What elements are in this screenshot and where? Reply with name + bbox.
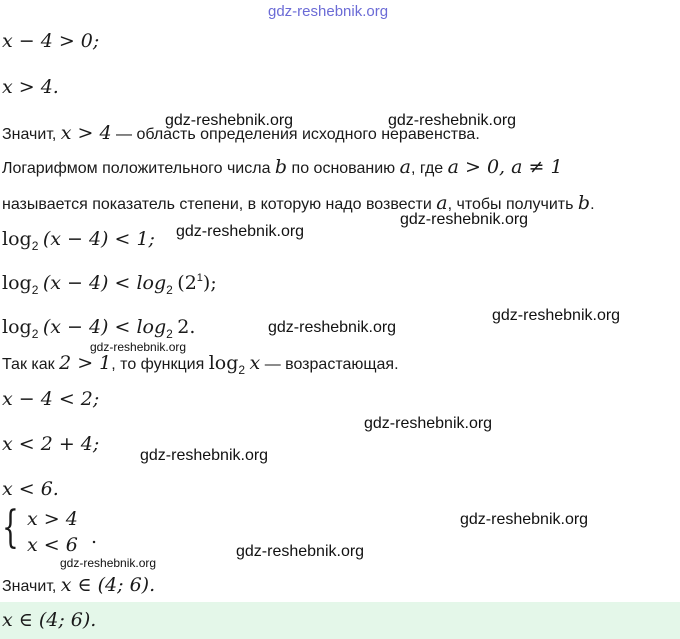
watermark: gdz-reshebnik.org bbox=[60, 556, 157, 570]
log-inequality-line: $\log_2 (x - 4) < \log_2 2$. bbox=[2, 316, 196, 341]
watermark: gdz-reshebnik.org bbox=[400, 211, 529, 228]
watermark: gdz-reshebnik.org bbox=[388, 112, 517, 129]
monotonic-statement: Так как 2 > 1, то функция $\log_2 x$ — возрастающая. bbox=[2, 352, 399, 377]
log-inequality-line: $\log_2 (x - 4) < \log_2 (2^1)$; bbox=[2, 272, 217, 297]
watermark: gdz-reshebnik.org bbox=[364, 415, 493, 432]
log-inequality-line: $\log_2 (x - 4) < 1$; bbox=[2, 228, 155, 253]
system-period: . bbox=[91, 526, 98, 548]
definition-line-1: Логарифмом положительного числа b по основанию a, где a > 0, a ≠ 1 bbox=[2, 156, 563, 178]
definition-line-2: называется показатель степени, в которую надо возвести a, чтобы получить b. bbox=[2, 192, 595, 214]
watermark: gdz-reshebnik.org bbox=[176, 223, 305, 240]
answer-box bbox=[0, 602, 680, 639]
system-line-2: x < 6 bbox=[27, 534, 78, 556]
inequality-line: x < 2 + 4; bbox=[2, 433, 100, 455]
answer-text: x ∈ (4; 6). bbox=[2, 609, 97, 631]
watermark: gdz-reshebnik.org bbox=[492, 307, 621, 324]
inequality-line: x − 4 > 0; bbox=[2, 30, 100, 52]
watermark: gdz-reshebnik.org bbox=[165, 112, 294, 129]
watermark: gdz-reshebnik.org bbox=[268, 3, 389, 20]
inequality-line: x > 4. bbox=[2, 76, 59, 98]
watermark: gdz-reshebnik.org bbox=[236, 543, 365, 560]
system-line-1: x > 4 bbox=[27, 508, 78, 530]
watermark: gdz-reshebnik.org bbox=[268, 319, 397, 336]
inequality-line: x < 6. bbox=[2, 478, 59, 500]
system-brace: { bbox=[2, 502, 19, 553]
watermark: gdz-reshebnik.org bbox=[90, 340, 187, 354]
conclusion-statement: Значит, x ∈ (4; 6). bbox=[2, 574, 156, 596]
inequality-line: x − 4 < 2; bbox=[2, 388, 100, 410]
watermark: gdz-reshebnik.org bbox=[460, 511, 589, 528]
watermark: gdz-reshebnik.org bbox=[140, 447, 269, 464]
domain-statement: Значит, x > 4 — область определения исходного неравенства. bbox=[2, 122, 480, 144]
